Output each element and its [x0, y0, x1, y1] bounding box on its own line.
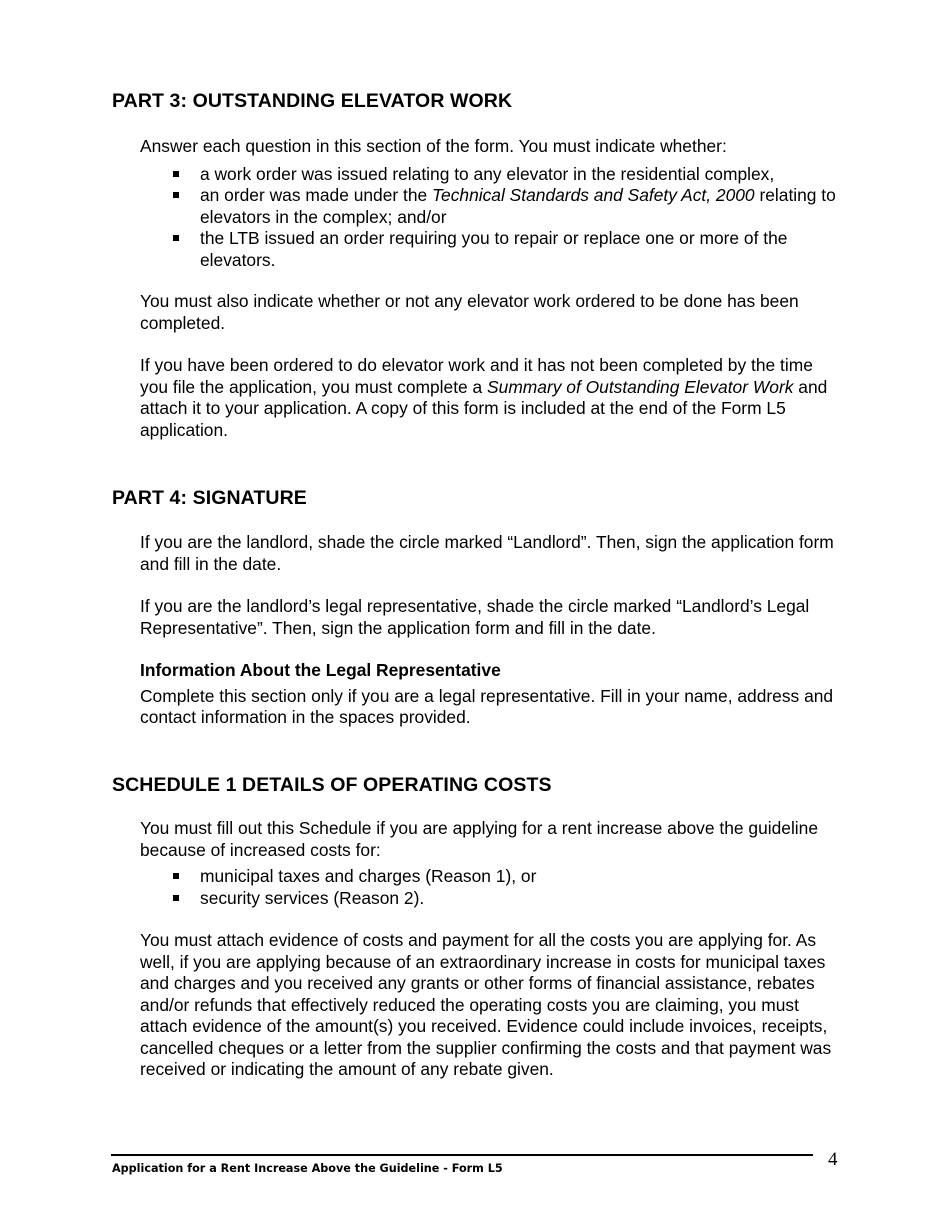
part3-para2: You must also indicate whether or not any elevator work ordered to be done has been completed. — [140, 291, 799, 333]
part4-para2: If you are the landlord’s legal representative, shade the circle marked “Landlord’s Legal Representative”. Then, sign the application form and fill in the date. — [140, 596, 810, 638]
part3-para2-block — [140, 291, 840, 334]
part3-intro: Answer each question in this section of the form. You must indicate whether: — [140, 136, 727, 156]
bullet-square-icon — [173, 171, 179, 177]
part3-bullet-2-act-title: Technical Standards and Safety Act, 2000 — [432, 185, 755, 205]
schedule1-heading: SCHEDULE 1 DETAILS OF OPERATING COSTS — [112, 774, 552, 796]
part4-subheading: Information About the Legal Representative — [140, 660, 501, 680]
list-item — [140, 888, 840, 910]
part3-bullet-3: the LTB issued an order requiring you to repair or replace one or more of the elevators. — [200, 228, 788, 270]
footer-divider — [111, 1154, 813, 1156]
schedule1-bullet-2: security services (Reason 2). — [200, 887, 425, 908]
part3-bullet-1: a work order was issued relating to any elevator in the residential complex, — [200, 163, 775, 184]
list-item — [140, 164, 840, 186]
schedule1-para2-block — [140, 930, 840, 1081]
schedule1-body — [140, 818, 840, 909]
part3-para3-block — [140, 355, 840, 441]
list-item — [140, 866, 840, 888]
part3-bullet-list — [140, 164, 840, 272]
schedule1-para2: You must attach evidence of costs and payment for all the costs you are applying for. As well, if you are applying because of an extraordinary increase in costs for municipal taxes and charges and you received any grants or other forms of financial assistance, rebates and/or refunds that effectively reduced the operating costs you are claiming, you must attach evidence of the amount(s) you received. Evidence could include invoices, receipts, cancelled cheques or a letter from the supplier confirming the costs and that payment was received or indicating the amount of any rebate given. — [140, 930, 832, 1079]
bullet-square-icon — [173, 873, 179, 879]
part3-para3-form-title: Summary of Outstanding Elevator Work — [487, 376, 794, 397]
part4-legal-rep-block — [140, 660, 840, 729]
list-item — [140, 228, 840, 271]
part4-para2-block — [140, 596, 840, 639]
bullet-square-icon — [173, 235, 179, 241]
part3-para3 — [140, 355, 840, 441]
part3-para3-pre: If you have been ordered to do elevator work and it has not been completed by the time you file the application, you must complete a — [140, 355, 813, 397]
schedule1-intro: You must fill out this Schedule if you are applying for a rent increase above the guideline because of increased costs for: — [140, 818, 819, 860]
part4-heading: PART 4: SIGNATURE — [112, 487, 307, 509]
schedule1-bullet-1: municipal taxes and charges (Reason 1), or — [200, 866, 537, 886]
part3-heading: PART 3: OUTSTANDING ELEVATOR WORK — [112, 90, 513, 112]
list-item — [140, 185, 840, 228]
schedule1-bullet-list — [140, 866, 840, 909]
part3-para3-post: and attach it to your application. A copy of this form is included at the end of the Form L5 application. — [140, 376, 828, 440]
part4-para1-block — [140, 532, 840, 575]
part4-para3: Complete this section only if you are a legal representative. Fill in your name, address and contact information in the spaces provided. — [140, 685, 834, 727]
part4-para1: If you are the landlord, shade the circle marked “Landlord”. Then, sign the application form and fill in the date. — [140, 532, 834, 574]
part3-bullet-2-post: relating to elevators in the complex; and/or — [200, 185, 836, 227]
bullet-square-icon — [173, 192, 179, 198]
bullet-square-icon — [173, 895, 179, 901]
footer-form-title: Application for a Rent Increase Above the Guideline - Form L5 — [112, 1162, 503, 1175]
part3-bullet-2-pre: an order was made under the — [200, 185, 433, 205]
page-number: 4 — [828, 1149, 838, 1170]
part3-body — [140, 136, 840, 271]
